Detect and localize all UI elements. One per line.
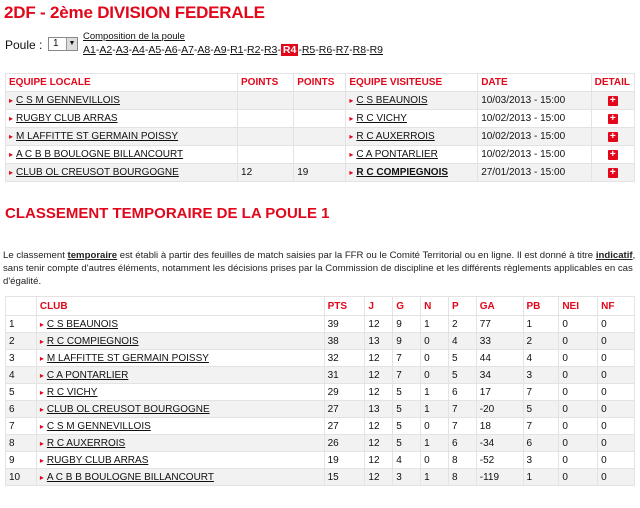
match-away-cell xyxy=(346,110,478,128)
ga-cell: 17 xyxy=(476,384,523,401)
g-cell: 4 xyxy=(393,452,421,469)
j-cell: 12 xyxy=(365,435,393,452)
desc-indicatif: indicatif xyxy=(595,249,633,261)
nei-cell: 0 xyxy=(559,401,598,418)
pts-cell: 29 xyxy=(324,384,365,401)
link-separator: - xyxy=(243,44,248,56)
match-points-away xyxy=(294,128,346,146)
p-cell: 5 xyxy=(448,367,476,384)
col-club: CLUB xyxy=(36,297,324,316)
match-date: 10/03/2013 - 15:00 xyxy=(478,92,591,110)
home-team-link[interactable]: RUGBY CLUB ARRAS xyxy=(16,113,118,124)
p-cell: 5 xyxy=(448,350,476,367)
link-separator: - xyxy=(366,44,370,56)
j-cell: 12 xyxy=(365,452,393,469)
rank-cell: 3 xyxy=(6,350,37,367)
away-team-link[interactable]: R C COMPIEGNOIS xyxy=(356,167,449,178)
rank-cell: 1 xyxy=(6,316,37,333)
desc-text-1: Le classement xyxy=(3,249,68,261)
link-separator: - xyxy=(315,44,319,56)
standings-row xyxy=(6,367,635,384)
standings-row xyxy=(6,384,635,401)
link-separator: - xyxy=(95,44,100,56)
match-points-away xyxy=(294,146,346,164)
away-team-link[interactable]: R C AUXERROIS xyxy=(356,131,435,142)
col-rank xyxy=(6,297,37,316)
match-row xyxy=(6,92,635,110)
p-cell: 8 xyxy=(448,469,476,486)
n-cell: 0 xyxy=(421,367,449,384)
nf-cell: 0 xyxy=(598,384,635,401)
nf-cell: 0 xyxy=(598,333,635,350)
right-triangle-icon: ▸ xyxy=(9,150,14,159)
club-cell xyxy=(36,384,324,401)
link-separator: - xyxy=(193,44,198,56)
club-cell xyxy=(36,418,324,435)
match-away-cell xyxy=(346,92,478,110)
col-nei: NEI xyxy=(559,297,598,316)
poule-link-a3[interactable]: A3 xyxy=(115,44,129,56)
poule-link-r5[interactable]: R5 xyxy=(301,44,316,56)
poule-link-a5[interactable]: A5 xyxy=(148,44,162,56)
col-points-home: POINTS xyxy=(238,74,294,92)
poule-link-r4[interactable]: R4 xyxy=(282,44,297,56)
pb-cell: 2 xyxy=(523,333,559,350)
n-cell: 0 xyxy=(421,452,449,469)
pts-cell: 15 xyxy=(324,469,365,486)
poule-link-r6[interactable]: R6 xyxy=(318,44,333,56)
n-cell: 1 xyxy=(421,316,449,333)
nf-cell: 0 xyxy=(598,401,635,418)
right-triangle-icon: ▸ xyxy=(9,168,14,177)
match-date: 10/02/2013 - 15:00 xyxy=(478,146,591,164)
nf-cell: 0 xyxy=(598,350,635,367)
away-team-link[interactable]: C S BEAUNOIS xyxy=(356,95,428,106)
ga-cell: 33 xyxy=(476,333,523,350)
standings-row xyxy=(6,469,635,486)
poule-link-a6[interactable]: A6 xyxy=(164,44,178,56)
nei-cell: 0 xyxy=(559,418,598,435)
right-triangle-icon: ▸ xyxy=(349,150,354,159)
j-cell: 12 xyxy=(365,350,393,367)
poule-label: Poule : xyxy=(5,38,43,52)
club-cell xyxy=(36,350,324,367)
match-home-cell xyxy=(6,92,238,110)
standings-header-row xyxy=(6,297,635,316)
link-separator: - xyxy=(349,44,353,56)
right-triangle-icon: ▸ xyxy=(9,114,14,123)
match-home-cell xyxy=(6,164,238,182)
away-team-link[interactable]: C A PONTARLIER xyxy=(356,149,438,160)
col-n: N xyxy=(421,297,449,316)
right-triangle-icon: ▸ xyxy=(9,132,14,141)
right-triangle-icon: ▸ xyxy=(349,132,354,141)
match-row xyxy=(6,110,635,128)
poule-link-a7[interactable]: A7 xyxy=(181,44,194,56)
pb-cell: 4 xyxy=(523,350,559,367)
club-link[interactable]: C A PONTARLIER xyxy=(46,369,129,381)
pts-cell: 26 xyxy=(324,435,365,452)
standings-row xyxy=(6,350,635,367)
link-separator: - xyxy=(161,44,165,56)
club-cell xyxy=(36,401,324,418)
pts-cell: 32 xyxy=(324,350,365,367)
plus-icon[interactable]: + xyxy=(608,150,618,160)
standings-row xyxy=(6,316,635,333)
match-detail-cell xyxy=(591,92,634,110)
rank-cell: 2 xyxy=(6,333,37,350)
p-cell: 6 xyxy=(448,384,476,401)
rank-cell: 8 xyxy=(6,435,37,452)
club-cell xyxy=(36,435,324,452)
pb-cell: 6 xyxy=(523,435,559,452)
col-date: DATE xyxy=(478,74,591,92)
link-separator: - xyxy=(260,44,264,56)
club-cell xyxy=(36,469,324,486)
away-team-link[interactable]: R C VICHY xyxy=(356,113,407,124)
right-triangle-icon: ▸ xyxy=(39,370,44,380)
standings-row xyxy=(6,435,635,452)
p-cell: 8 xyxy=(448,452,476,469)
ga-cell: -34 xyxy=(476,435,523,452)
link-separator: - xyxy=(277,44,281,56)
col-ga: GA xyxy=(476,297,523,316)
club-link[interactable]: R C AUXERROIS xyxy=(46,437,126,449)
club-link[interactable]: C S M GENNEVILLOIS xyxy=(46,420,151,432)
poule-link-r8[interactable]: R8 xyxy=(352,44,367,56)
pts-cell: 19 xyxy=(324,452,365,469)
right-triangle-icon: ▸ xyxy=(39,319,44,329)
match-points-away: 19 xyxy=(294,164,346,182)
pb-cell: 1 xyxy=(523,316,559,333)
poule-links xyxy=(83,44,383,56)
poule-link-r7[interactable]: R7 xyxy=(335,44,350,56)
match-points-home xyxy=(238,128,294,146)
match-away-cell xyxy=(346,164,478,182)
g-cell: 7 xyxy=(393,367,421,384)
club-cell xyxy=(36,367,324,384)
link-separator: - xyxy=(226,44,231,56)
right-triangle-icon: ▸ xyxy=(39,421,44,431)
j-cell: 12 xyxy=(365,367,393,384)
club-link[interactable]: CLUB OL CREUSOT BOURGOGNE xyxy=(46,403,210,415)
nei-cell: 0 xyxy=(559,384,598,401)
standings-table xyxy=(5,296,635,486)
poule-link-r9[interactable]: R9 xyxy=(369,44,384,56)
match-points-home xyxy=(238,146,294,164)
club-cell xyxy=(36,452,324,469)
poule-link-a9[interactable]: A9 xyxy=(213,44,227,56)
g-cell: 5 xyxy=(393,418,421,435)
match-date: 10/02/2013 - 15:00 xyxy=(478,110,591,128)
match-detail-cell xyxy=(591,128,634,146)
col-g: G xyxy=(393,297,421,316)
p-cell: 2 xyxy=(448,316,476,333)
nf-cell: 0 xyxy=(598,316,635,333)
j-cell: 12 xyxy=(365,384,393,401)
g-cell: 9 xyxy=(393,333,421,350)
nei-cell: 0 xyxy=(559,333,598,350)
match-row xyxy=(6,164,635,182)
rank-cell: 9 xyxy=(6,452,37,469)
j-cell: 12 xyxy=(365,316,393,333)
match-points-home: 12 xyxy=(238,164,294,182)
right-triangle-icon: ▸ xyxy=(39,455,44,465)
pb-cell: 1 xyxy=(523,469,559,486)
nf-cell: 0 xyxy=(598,452,635,469)
j-cell: 13 xyxy=(365,333,393,350)
link-separator: - xyxy=(112,44,116,56)
plus-icon[interactable]: + xyxy=(608,132,618,142)
p-cell: 7 xyxy=(448,418,476,435)
nei-cell: 0 xyxy=(559,316,598,333)
nei-cell: 0 xyxy=(559,469,598,486)
rank-cell: 7 xyxy=(6,418,37,435)
rank-cell: 4 xyxy=(6,367,37,384)
plus-icon[interactable]: + xyxy=(608,96,618,106)
g-cell: 5 xyxy=(393,435,421,452)
pts-cell: 38 xyxy=(324,333,365,350)
right-triangle-icon: ▸ xyxy=(9,96,14,105)
poule-link-a1[interactable]: A1 xyxy=(83,44,96,56)
nf-cell: 0 xyxy=(598,367,635,384)
match-away-cell xyxy=(346,128,478,146)
right-triangle-icon: ▸ xyxy=(349,168,354,177)
match-home-cell xyxy=(6,128,238,146)
nei-cell: 0 xyxy=(559,350,598,367)
pb-cell: 7 xyxy=(523,418,559,435)
match-away-cell xyxy=(346,146,478,164)
col-points-away: POINTS xyxy=(294,74,346,92)
n-cell: 0 xyxy=(421,333,449,350)
ga-cell: 34 xyxy=(476,367,523,384)
g-cell: 9 xyxy=(393,316,421,333)
n-cell: 1 xyxy=(421,469,449,486)
match-detail-cell xyxy=(591,146,634,164)
match-date: 27/01/2013 - 15:00 xyxy=(478,164,591,182)
col-pb: PB xyxy=(523,297,559,316)
club-cell xyxy=(36,333,324,350)
classement-description xyxy=(3,249,637,288)
poule-select-value: 1 xyxy=(53,38,59,49)
j-cell: 13 xyxy=(365,401,393,418)
n-cell: 0 xyxy=(421,350,449,367)
ga-cell: -20 xyxy=(476,401,523,418)
ga-cell: 77 xyxy=(476,316,523,333)
p-cell: 4 xyxy=(448,333,476,350)
club-link[interactable]: C S BEAUNOIS xyxy=(46,318,118,330)
poule-select[interactable] xyxy=(48,37,78,51)
match-home-cell xyxy=(6,110,238,128)
n-cell: 1 xyxy=(421,401,449,418)
pts-cell: 39 xyxy=(324,316,365,333)
p-cell: 7 xyxy=(448,401,476,418)
club-link[interactable]: M LAFFITTE ST GERMAIN POISSY xyxy=(46,352,209,364)
ga-cell: 44 xyxy=(476,350,523,367)
page-title: 2DF - 2ème DIVISION FEDERALE xyxy=(4,3,265,22)
home-team-link[interactable]: A C B B BOULOGNE BILLANCOURT xyxy=(16,149,184,160)
g-cell: 3 xyxy=(393,469,421,486)
club-link[interactable]: R C COMPIEGNOIS xyxy=(46,335,139,347)
n-cell: 0 xyxy=(421,418,449,435)
right-triangle-icon: ▸ xyxy=(39,404,44,414)
ga-cell: 18 xyxy=(476,418,523,435)
match-date: 10/02/2013 - 15:00 xyxy=(478,128,591,146)
right-triangle-icon: ▸ xyxy=(39,472,44,482)
plus-icon[interactable]: + xyxy=(608,168,618,178)
pb-cell: 3 xyxy=(523,452,559,469)
poule-link-a4[interactable]: A4 xyxy=(132,44,145,56)
p-cell: 6 xyxy=(448,435,476,452)
j-cell: 12 xyxy=(365,469,393,486)
right-triangle-icon: ▸ xyxy=(39,438,44,448)
link-separator: - xyxy=(128,44,133,56)
poule-link-a8[interactable]: A8 xyxy=(197,44,211,56)
pb-cell: 5 xyxy=(523,401,559,418)
rank-cell: 6 xyxy=(6,401,37,418)
club-link[interactable]: RUGBY CLUB ARRAS xyxy=(46,454,149,466)
match-points-away xyxy=(294,110,346,128)
match-points-home xyxy=(238,110,294,128)
g-cell: 7 xyxy=(393,350,421,367)
match-home-cell xyxy=(6,146,238,164)
match-detail-cell xyxy=(591,164,634,182)
right-triangle-icon: ▸ xyxy=(349,114,354,123)
nf-cell: 0 xyxy=(598,418,635,435)
rank-cell: 10 xyxy=(6,469,37,486)
standings-row xyxy=(6,452,635,469)
j-cell: 12 xyxy=(365,418,393,435)
pts-cell: 27 xyxy=(324,401,365,418)
right-triangle-icon: ▸ xyxy=(39,387,44,397)
right-triangle-icon: ▸ xyxy=(349,96,354,105)
link-separator: - xyxy=(332,44,336,56)
ga-cell: -119 xyxy=(476,469,523,486)
composition-link[interactable]: Composition de la poule xyxy=(83,31,185,42)
club-cell xyxy=(36,316,324,333)
matches-header-row xyxy=(6,74,635,92)
rank-cell: 5 xyxy=(6,384,37,401)
n-cell: 1 xyxy=(421,435,449,452)
standings-row xyxy=(6,333,635,350)
plus-icon[interactable]: + xyxy=(608,114,618,124)
nei-cell: 0 xyxy=(559,367,598,384)
desc-text-3: , sans tenir compte d'autres éléments, notamment les décisions prises par la Commission de discipline et les différents règlements applicables en cas d'égalité. xyxy=(3,249,636,287)
poule-link-a2[interactable]: A2 xyxy=(99,44,113,56)
poule-link-r2[interactable]: R2 xyxy=(247,44,261,56)
nf-cell: 0 xyxy=(598,435,635,452)
col-home: EQUIPE LOCALE xyxy=(6,74,238,92)
nei-cell: 0 xyxy=(559,435,598,452)
nei-cell: 0 xyxy=(559,452,598,469)
pts-cell: 27 xyxy=(324,418,365,435)
col-detail: DETAIL xyxy=(591,74,634,92)
match-row xyxy=(6,146,635,164)
right-triangle-icon: ▸ xyxy=(39,336,44,346)
right-triangle-icon: ▸ xyxy=(39,353,44,363)
chevron-down-icon: ▼ xyxy=(66,38,77,50)
g-cell: 5 xyxy=(393,384,421,401)
match-points-home xyxy=(238,92,294,110)
classement-title: CLASSEMENT TEMPORAIRE DE LA POULE 1 xyxy=(5,205,330,222)
col-j: J xyxy=(365,297,393,316)
pts-cell: 31 xyxy=(324,367,365,384)
desc-text-2: est établi à partir des feuilles de match saisies par la FFR ou le Comité Territorial ou en ligne. Il est donné à titre xyxy=(117,249,596,261)
pb-cell: 7 xyxy=(523,384,559,401)
matches-table xyxy=(5,73,635,182)
match-detail-cell xyxy=(591,110,634,128)
col-nf: NF xyxy=(598,297,635,316)
col-away: EQUIPE VISITEUSE xyxy=(346,74,478,92)
col-pts: PTS xyxy=(324,297,365,316)
club-link[interactable]: R C VICHY xyxy=(46,386,98,398)
link-separator: - xyxy=(210,44,214,56)
desc-temporaire: temporaire xyxy=(67,249,118,261)
pb-cell: 3 xyxy=(523,367,559,384)
nf-cell: 0 xyxy=(598,469,635,486)
home-team-link[interactable]: M LAFFITTE ST GERMAIN POISSY xyxy=(16,131,179,142)
poule-link-r3[interactable]: R3 xyxy=(263,44,278,56)
home-team-link[interactable]: CLUB OL CREUSOT BOURGOGNE xyxy=(16,167,179,178)
link-separator: - xyxy=(144,44,149,56)
standings-row xyxy=(6,418,635,435)
standings-row xyxy=(6,401,635,418)
match-row xyxy=(6,128,635,146)
link-separator: - xyxy=(298,44,302,56)
link-separator: - xyxy=(177,44,182,56)
poule-link-r1[interactable]: R1 xyxy=(230,44,244,56)
ga-cell: -52 xyxy=(476,452,523,469)
col-p: P xyxy=(448,297,476,316)
club-link[interactable]: A C B B BOULOGNE BILLANCOURT xyxy=(46,471,214,483)
home-team-link[interactable]: C S M GENNEVILLOIS xyxy=(16,95,120,106)
g-cell: 5 xyxy=(393,401,421,418)
match-points-away xyxy=(294,92,346,110)
n-cell: 1 xyxy=(421,384,449,401)
